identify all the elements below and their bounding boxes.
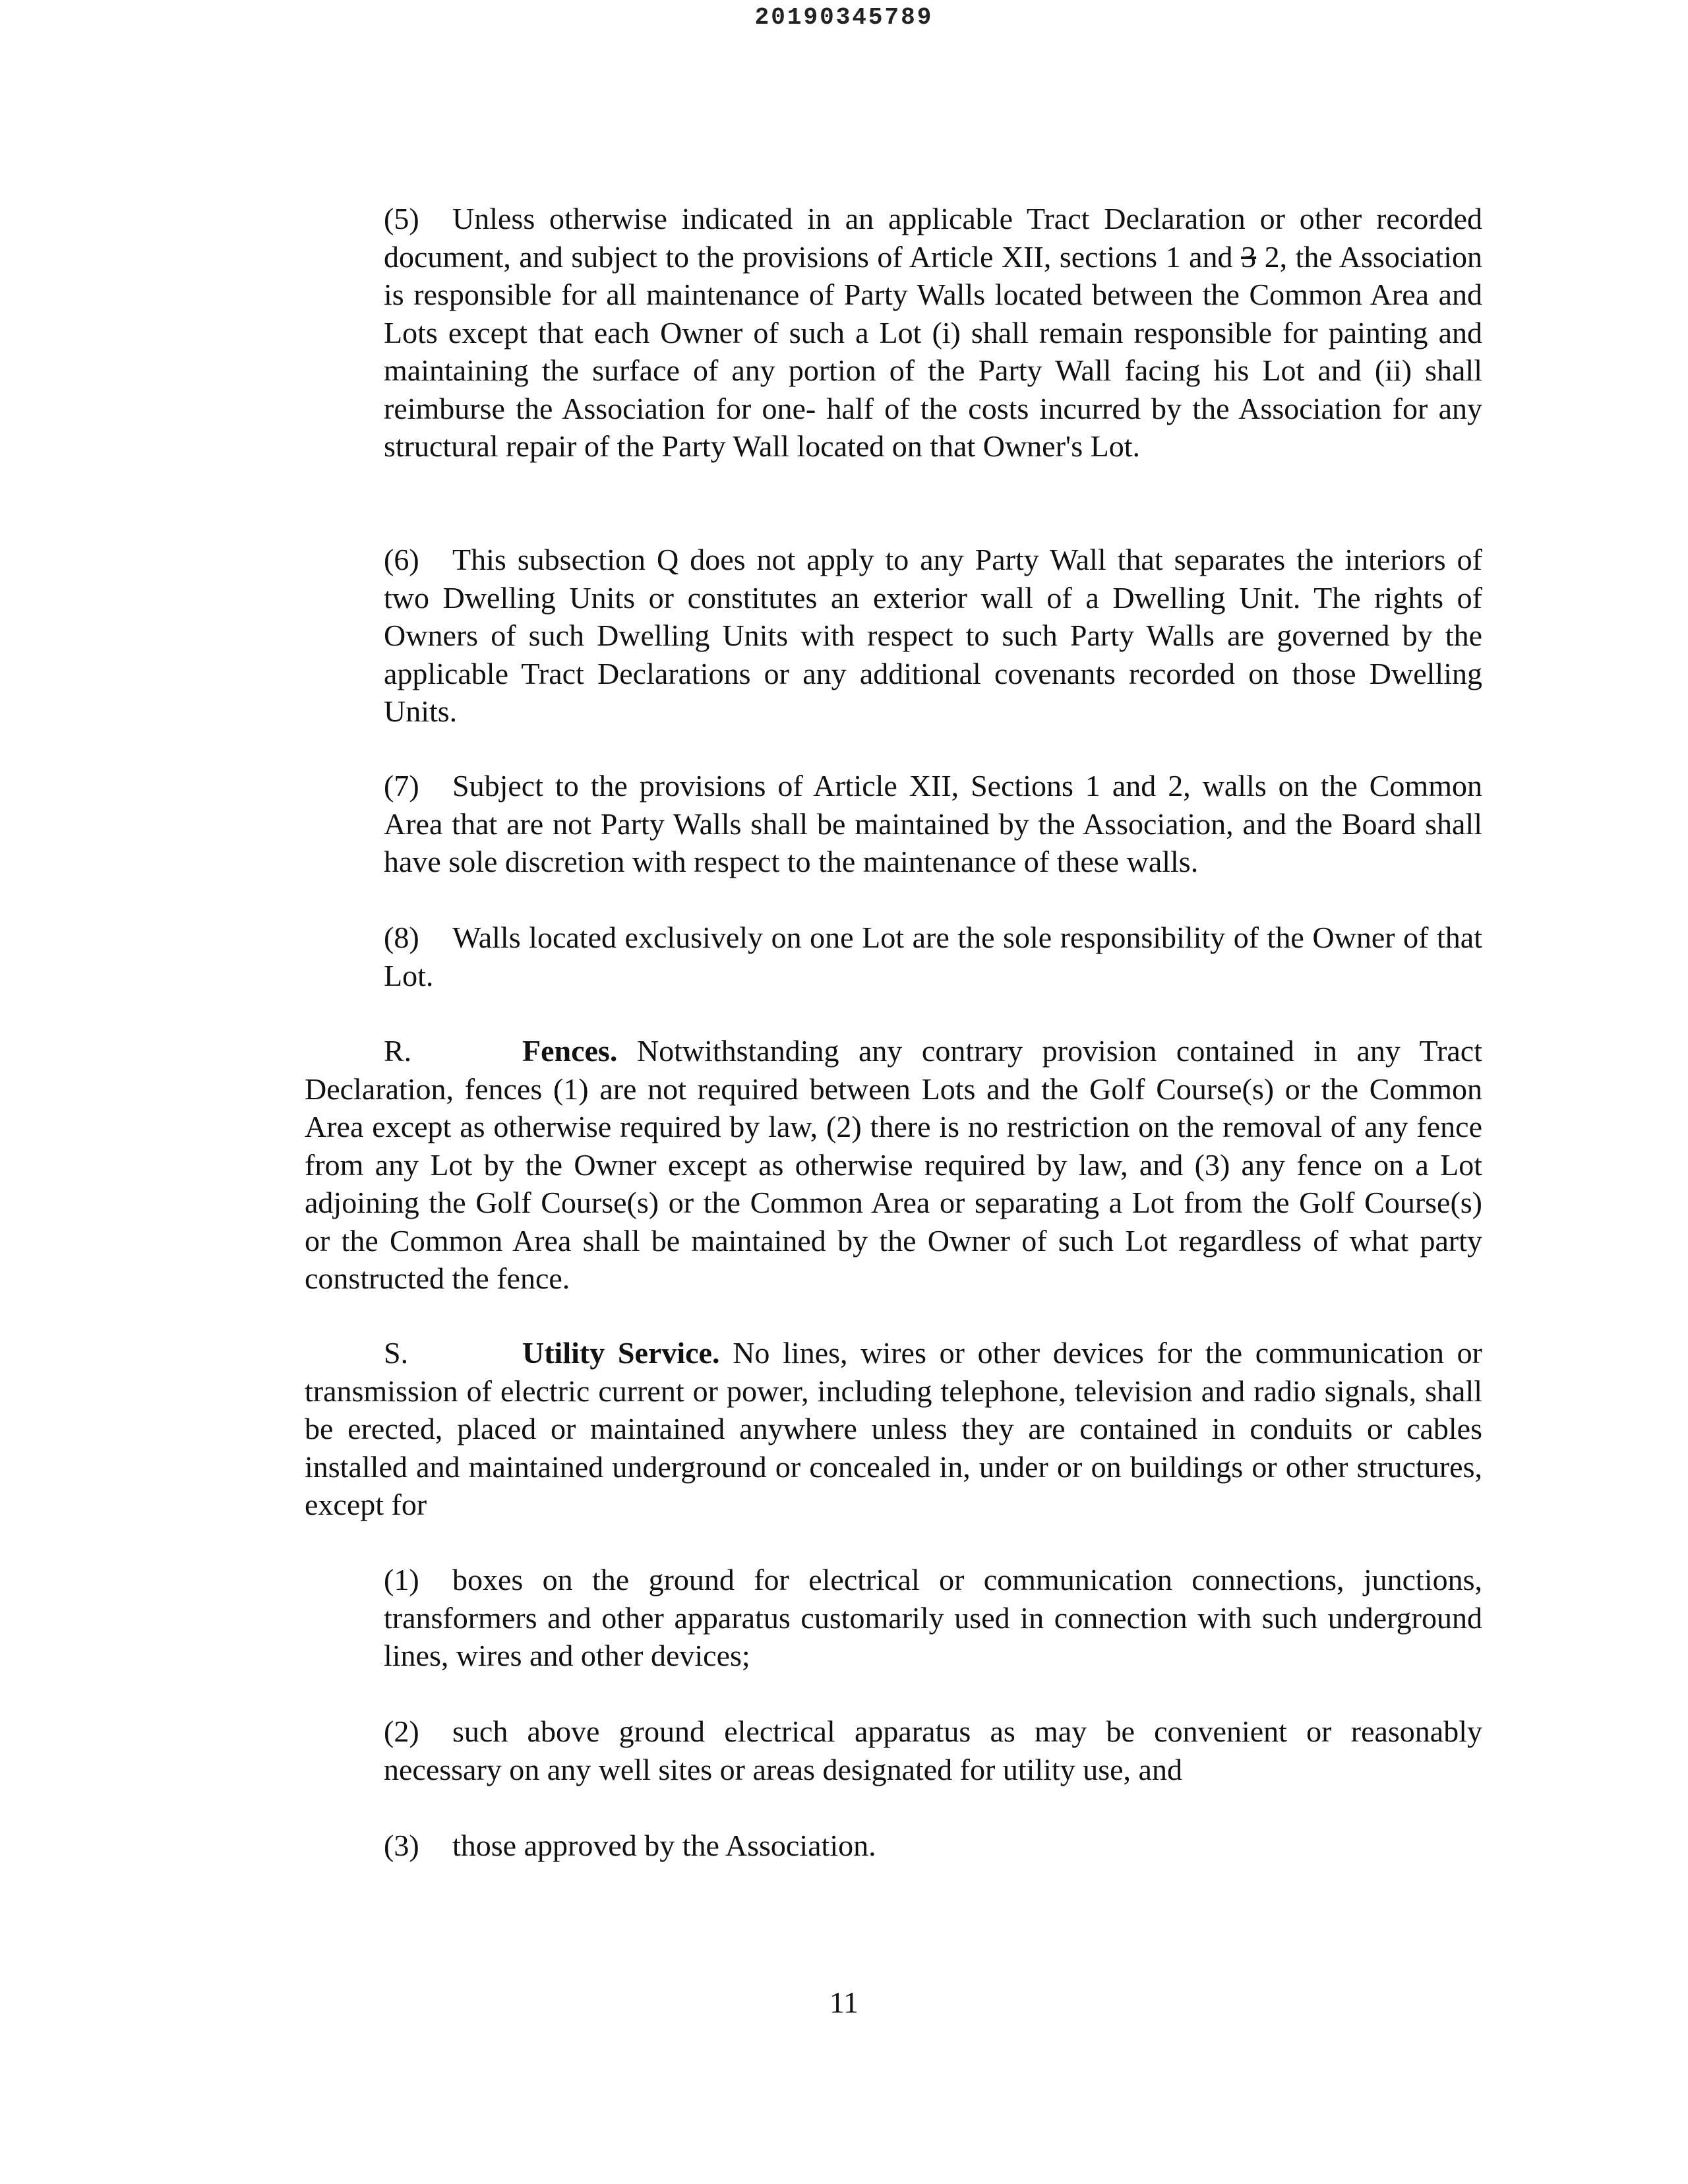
section-s-utility-service — [305, 1334, 1482, 1524]
section-s-item-3 — [384, 1827, 1482, 1865]
section-letter: R. — [384, 1034, 412, 1068]
document-number: 20190345789 — [754, 4, 934, 31]
paragraph-text: Walls located exclusively on one Lot are the sole responsibility of the Owner of that Lot. — [384, 921, 1482, 992]
paragraph-number: (8) — [384, 921, 419, 954]
paragraph-text: Unless otherwise indicated in an applicable Tract Declaration or other recorded document, and subject to the provisions of Article XII, sections 1 and — [384, 202, 1482, 274]
paragraph-text: This subsection Q does not apply to any Party Wall that separates the interiors of two Dwelling Units or constitutes an exterior wall of a Dwelling Unit. The rights of Owners of such Dwelling Units with respect to such Party Walls are governed by the applicable Tract Declarations or any additional covenants recorded on those Dwelling Units. — [384, 543, 1482, 728]
item-text: boxes on the ground for electrical or communication connections, junctions, transformers and other apparatus customarily used in connection with such underground lines, wires and other devices; — [384, 1563, 1482, 1672]
section-text: Notwithstanding any contrary provision contained in any Tract Declaration, fences (1) are not required between Lots and the Golf Course(s) or the Common Area except as otherwise required by law, (2) there is no restriction on the removal of any fence from any Lot by the Owner except as otherwise required by law, and (3) any fence on a Lot adjoining the Golf Course(s) or the Common Area or separating a Lot from the Golf Course(s) or the Common Area shall be maintained by the Owner of such Lot regardless of what party constructed the fence. — [305, 1034, 1483, 1295]
section-s-item-1 — [384, 1561, 1482, 1675]
paragraph-number: (6) — [384, 543, 419, 576]
paragraph-text-continued: 2, the Association is responsible for all maintenance of Party Walls located between the Common Area and Lots except that each Owner of such a Lot (i) shall remain responsible for painting and maintaining the surface of any portion of the Party Wall facing his Lot and (ii) shall reimburse the Association for one- half of the costs incurred by the Association for any structural repair of the Party Wall located on that Owner's Lot. — [384, 239, 1483, 463]
paragraph-7 — [384, 767, 1482, 881]
paragraph-number: (7) — [384, 769, 419, 803]
item-number: (2) — [384, 1714, 419, 1748]
section-r-fences — [305, 1032, 1482, 1298]
section-heading: Fences. — [522, 1034, 618, 1068]
paragraph-6 — [384, 541, 1482, 731]
paragraph-5 — [384, 200, 1482, 466]
page-number: 11 — [829, 1986, 859, 2019]
item-number: (1) — [384, 1563, 419, 1596]
item-text: those approved by the Association. — [452, 1829, 876, 1862]
section-text: No lines, wires or other devices for the communication or transmission of electric current or power, including telephone, television and radio signals, shall be erected, placed or maintained anywhere unless they are contained in conduits or cables installed and maintained underground or concealed in, under or on buildings or other structures, except for — [305, 1336, 1483, 1521]
struck-text: 3 — [1241, 239, 1257, 274]
section-heading: Utility Service. — [522, 1336, 720, 1370]
paragraph-8 — [384, 919, 1482, 994]
paragraph-text: Subject to the provisions of Article XII, Sections 1 and 2, walls on the Common Area that are not Party Walls shall be maintained by the Association, and the Board shall have sole discretion with respect to the maintenance of these walls. — [384, 769, 1482, 878]
section-s-item-2 — [384, 1713, 1482, 1788]
item-number: (3) — [384, 1829, 419, 1862]
item-text: such above ground electrical apparatus as may be convenient or reasonably necessary on any well sites or areas designated for utility use, and — [384, 1714, 1482, 1786]
section-letter: S. — [384, 1336, 409, 1370]
paragraph-number: (5) — [384, 202, 419, 235]
